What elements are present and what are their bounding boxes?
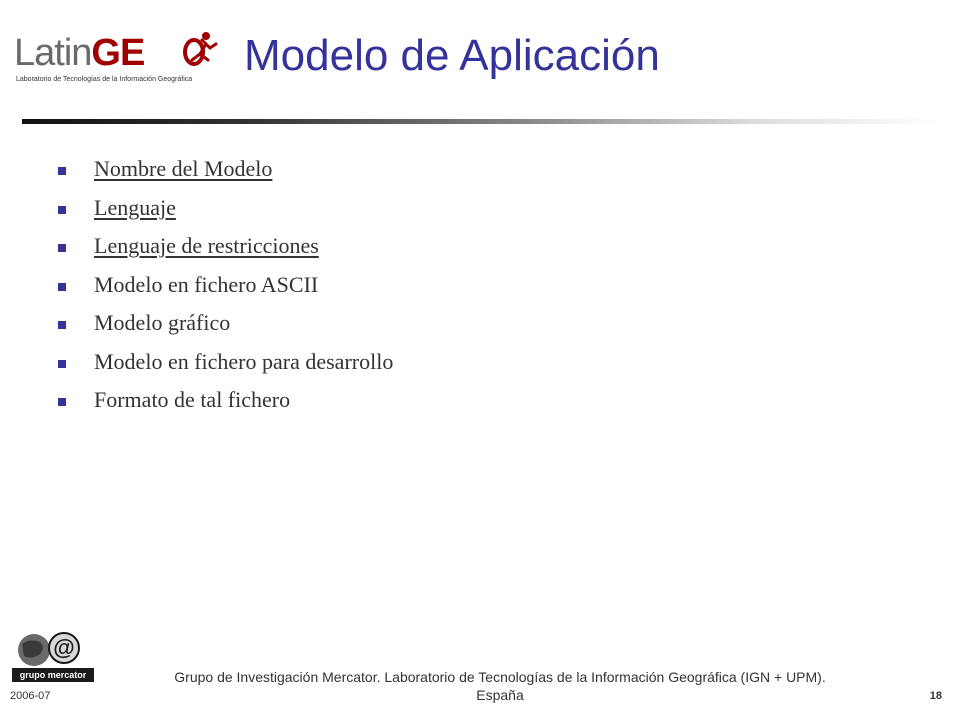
bullet-item[interactable]	[58, 189, 393, 228]
footer-line-1: Grupo de Investigación Mercator. Laboratorio de Tecnologías de la Información Geográfica (IGN + UPM).	[174, 669, 826, 685]
mercator-label: grupo mercator	[12, 668, 94, 682]
logo-runner-icon	[182, 30, 218, 70]
bullet-item	[58, 266, 393, 305]
slide-title: Modelo de Aplicación	[244, 31, 660, 80]
svg-text:@: @	[53, 635, 75, 660]
bullet-link-lenguaje-de-restricciones[interactable]: Lenguaje de restricciones	[94, 233, 319, 259]
bullet-square-icon	[58, 360, 66, 368]
footer-credits	[100, 668, 900, 704]
bullet-square-icon	[58, 244, 66, 252]
bullet-item[interactable]	[58, 227, 393, 266]
logo-geo-text: GE	[91, 32, 145, 74]
title-divider	[22, 119, 942, 124]
bullet-item	[58, 343, 393, 382]
bullet-text-grafico: Modelo gráfico	[94, 310, 231, 336]
mercator-globe-icon	[10, 630, 98, 670]
grupo-mercator-logo	[10, 630, 98, 686]
bullet-item[interactable]	[58, 150, 393, 189]
footer-date: 2006-07	[10, 690, 51, 702]
bullet-item	[58, 381, 393, 420]
logo-subtitle: Laboratorio de Tecnologías de la Información Geográfica	[16, 76, 193, 83]
bullet-list	[58, 150, 393, 420]
logo-latin-text: Latin	[14, 32, 92, 74]
bullet-text-ascii: Modelo en fichero ASCII	[94, 271, 319, 297]
latingeo-logo	[14, 34, 214, 94]
bullet-square-icon	[58, 398, 66, 406]
bullet-square-icon	[58, 283, 66, 291]
bullet-square-icon	[58, 206, 66, 214]
footer-line-2: España	[476, 687, 524, 703]
bullet-link-lenguaje[interactable]: Lenguaje	[94, 194, 176, 220]
page-number: 18	[929, 690, 942, 702]
bullet-item	[58, 304, 393, 343]
bullet-square-icon	[58, 167, 66, 175]
logo-wordmark	[14, 34, 144, 72]
bullet-square-icon	[58, 321, 66, 329]
bullet-text-desarrollo: Modelo en fichero para desarrollo	[94, 348, 394, 374]
bullet-text-formato: Formato de tal fichero	[94, 387, 291, 413]
bullet-link-nombre-del-modelo[interactable]: Nombre del Modelo	[94, 156, 273, 182]
